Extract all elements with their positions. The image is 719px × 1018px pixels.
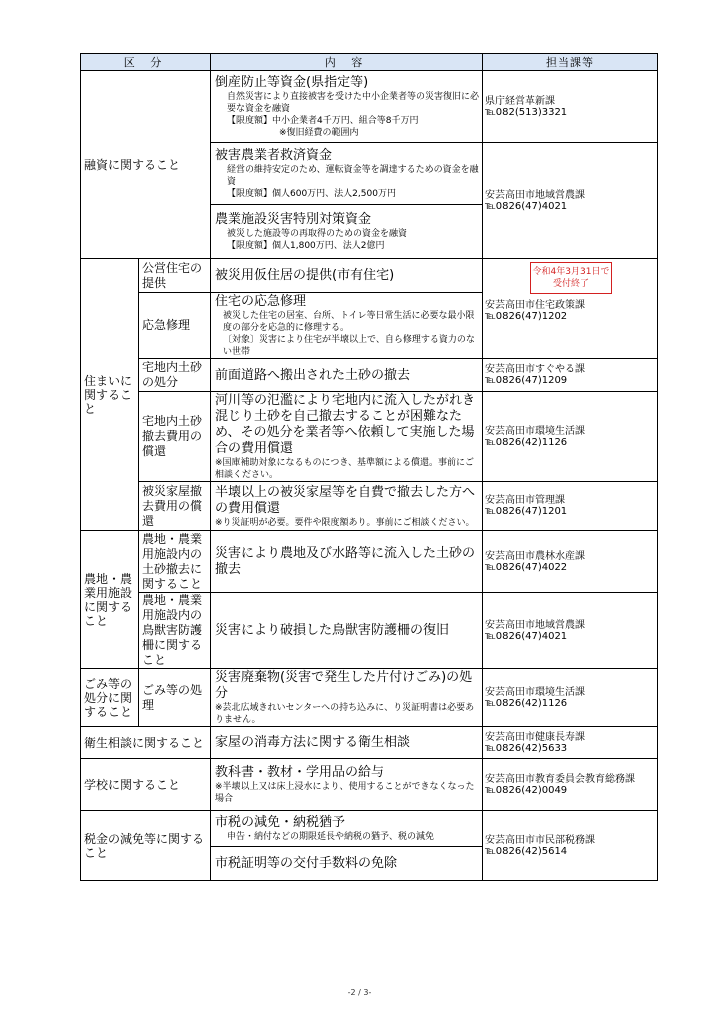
support-table xyxy=(80,53,658,881)
item-desc: 被災した住宅の居室、台所、トイレ等日常生活に必要な最小限度の部分を応急的に修理する。 xyxy=(223,311,475,333)
dept-name: 安芸高田市環境生活課 xyxy=(485,686,585,698)
subcategory: 農地・農業用施設内の鳥獣害防護柵に関すること xyxy=(139,593,211,669)
dept-cell xyxy=(483,759,658,811)
dept-tel: ℡0826(47)1202 xyxy=(485,311,568,322)
item-limit: 【限度額】中小企業者4千万円、組合等8千万円 xyxy=(227,116,419,126)
dept-tel: ℡082(513)3321 xyxy=(485,106,568,118)
table-row xyxy=(81,482,658,531)
table-row xyxy=(81,259,658,293)
dept-tel: ℡0826(42)5614 xyxy=(485,845,568,857)
dept-tel: ℡0826(42)1126 xyxy=(485,697,568,709)
content-cell xyxy=(211,392,483,482)
item-title: 半壊以上の被災家屋等を自費で撤去した方への費用償還 xyxy=(215,484,476,516)
item-note: ※芸北広域きれいセンターへの持ち込みに、り災証明書は必要ありません。 xyxy=(215,703,475,725)
dept-cell xyxy=(483,143,658,259)
table-row xyxy=(81,392,658,482)
table-row xyxy=(81,359,658,392)
subcategory: 応急修理 xyxy=(139,293,211,359)
table-row xyxy=(81,593,658,669)
dept-cell xyxy=(483,359,658,392)
item-title: 倒産防止等資金(県指定等) xyxy=(215,75,369,90)
dept-tel: ℡0826(42)1126 xyxy=(485,436,568,448)
dept-name: 安芸高田市環境生活課 xyxy=(485,425,585,437)
item-title: 河川等の氾濫により宅地内に流入したがれき混じり土砂を自己撤去することが困難なため、その処分を業者等へ依頼して実施した場合の費用償還 xyxy=(215,393,476,456)
dept-name: 安芸高田市健康長寿課 xyxy=(485,731,585,743)
dept-cell xyxy=(483,259,658,359)
item-desc: 自然災害により直接被害を受けた中小企業者等の災害復旧に必要な資金を融資 xyxy=(227,92,480,114)
category-finance: 融資に関すること xyxy=(81,71,211,259)
header-department: 担当課等 xyxy=(483,54,658,71)
dept-name: 安芸高田市住宅政策課 xyxy=(485,300,585,311)
content-cell xyxy=(211,759,483,811)
item-desc: 経営の維持安定のため、運転資金等を調達するための資金を融資 xyxy=(227,165,479,187)
table-row xyxy=(81,811,658,847)
item-note: ※国庫補助対象になるものにつき、基準額による償還。事前にご相談ください。 xyxy=(215,458,475,480)
item-title: 災害により破損した鳥獣害防護柵の復旧 xyxy=(215,623,450,638)
content-cell xyxy=(211,531,483,593)
page-number: -2 / 3- xyxy=(347,988,372,997)
content-cell xyxy=(211,727,483,759)
item-desc: 申告・納付などの期限延長や納税の猶予、税の減免 xyxy=(227,832,435,842)
item-title: 災害により農地及び水路等に流入した土砂の撤去 xyxy=(215,546,476,577)
dept-name: 安芸高田市すぐやる課 xyxy=(485,364,585,375)
dept-cell xyxy=(483,669,658,727)
item-title: 農業施設災害特別対策資金 xyxy=(215,212,372,227)
item-title: 災害廃棄物(災害で発生した片付けごみ)の処分 xyxy=(215,670,473,701)
subcategory: 宅地内土砂撤去費用の償還 xyxy=(139,392,211,482)
item-title: 市税の減免・納税猶予 xyxy=(215,815,346,830)
category-school: 学校に関すること xyxy=(81,759,211,811)
dept-name: 安芸高田市管理課 xyxy=(485,495,565,506)
item-title: 被害農業者救済資金 xyxy=(215,148,333,163)
table-row xyxy=(81,669,658,727)
header-category: 区 分 xyxy=(81,54,211,71)
subcategory: 農地・農業用施設内の土砂撤去に関すること xyxy=(139,531,211,593)
subcategory: ごみ等の処理 xyxy=(139,669,211,727)
dept-name: 安芸高田市市民部税務課 xyxy=(485,834,595,846)
dept-name: 安芸高田市教育委員会教育総務課 xyxy=(485,773,635,785)
category-tax: 税金の減免等に関すること xyxy=(81,811,211,881)
item-desc-target: 〔対象〕災害により住宅が半壊以上で、自ら修理する資力のない世帯 xyxy=(223,335,475,357)
table-row xyxy=(81,727,658,759)
item-title: 前面道路へ搬出された土砂の撤去 xyxy=(215,367,411,383)
dept-cell xyxy=(483,71,658,143)
dept-cell xyxy=(483,392,658,482)
dept-cell xyxy=(483,531,658,593)
item-limit: 【限度額】個人1,800万円、法人2億円 xyxy=(227,241,385,251)
dept-name: 安芸高田市農林水産課 xyxy=(485,550,585,562)
category-waste: ごみ等の処分に関すること xyxy=(81,669,139,727)
content-cell xyxy=(211,205,483,259)
dept-cell xyxy=(483,727,658,759)
item-title: 住宅の応急修理 xyxy=(215,294,307,309)
dept-tel: ℡0826(47)1209 xyxy=(485,375,568,386)
status-stamp: 令和4年3月31日で受付終了 xyxy=(530,262,612,294)
dept-tel: ℡0826(47)4022 xyxy=(485,561,568,573)
dept-cell xyxy=(483,593,658,669)
dept-tel: ℡0826(47)4021 xyxy=(485,200,568,212)
category-health: 衛生相談に関すること xyxy=(81,727,211,759)
item-limit: 【限度額】個人600万円、法人2,500万円 xyxy=(227,189,396,199)
dept-name: 安芸高田市地域営農課 xyxy=(485,189,585,201)
category-housing: 住まいに関すること xyxy=(81,259,139,531)
content-cell xyxy=(211,143,483,205)
content-cell xyxy=(211,293,483,359)
item-title: 教科書・教材・学用品の給与 xyxy=(215,765,385,780)
dept-cell xyxy=(483,811,658,881)
content-cell xyxy=(211,811,483,847)
content-cell xyxy=(211,359,483,392)
dept-name: 安芸高田市地域営農課 xyxy=(485,619,585,631)
content-cell xyxy=(211,259,483,293)
dept-name: 県庁経営革新課 xyxy=(485,95,555,107)
content-cell xyxy=(211,482,483,531)
category-farm: 農地・農業用施設に関すること xyxy=(81,531,139,669)
table-row xyxy=(81,71,658,143)
table-header-row xyxy=(81,54,658,71)
item-desc: 被災した施設等の再取得のための資金を融資 xyxy=(227,229,408,239)
item-title: 市税証明等の交付手数料の免除 xyxy=(215,856,398,871)
item-title: 家屋の消毒方法に関する衛生相談 xyxy=(215,735,411,750)
dept-tel: ℡0826(47)1201 xyxy=(485,506,568,517)
item-note: ※復旧経費の範囲内 xyxy=(279,128,359,138)
content-cell xyxy=(211,669,483,727)
dept-tel: ℡0826(42)0049 xyxy=(485,784,568,796)
content-cell xyxy=(211,593,483,669)
item-note: ※り災証明が必要。要件や限度額あり。事前にご相談ください。 xyxy=(215,517,475,528)
header-content: 内 容 xyxy=(211,54,483,71)
subcategory: 被災家屋撤去費用の償還 xyxy=(139,482,211,531)
subcategory: 公営住宅の提供 xyxy=(139,259,211,293)
dept-tel: ℡0826(42)5633 xyxy=(485,742,568,754)
subcategory: 宅地内土砂の処分 xyxy=(139,359,211,392)
item-title: 被災用仮住居の提供(市有住宅) xyxy=(215,268,395,283)
item-note: ※半壊以上又は床上浸水により、使用することができなくなった場合 xyxy=(215,782,475,804)
dept-cell xyxy=(483,482,658,531)
table-row xyxy=(81,759,658,811)
table-row xyxy=(81,531,658,593)
content-cell xyxy=(211,847,483,881)
dept-tel: ℡0826(47)4021 xyxy=(485,630,568,642)
content-cell xyxy=(211,71,483,143)
